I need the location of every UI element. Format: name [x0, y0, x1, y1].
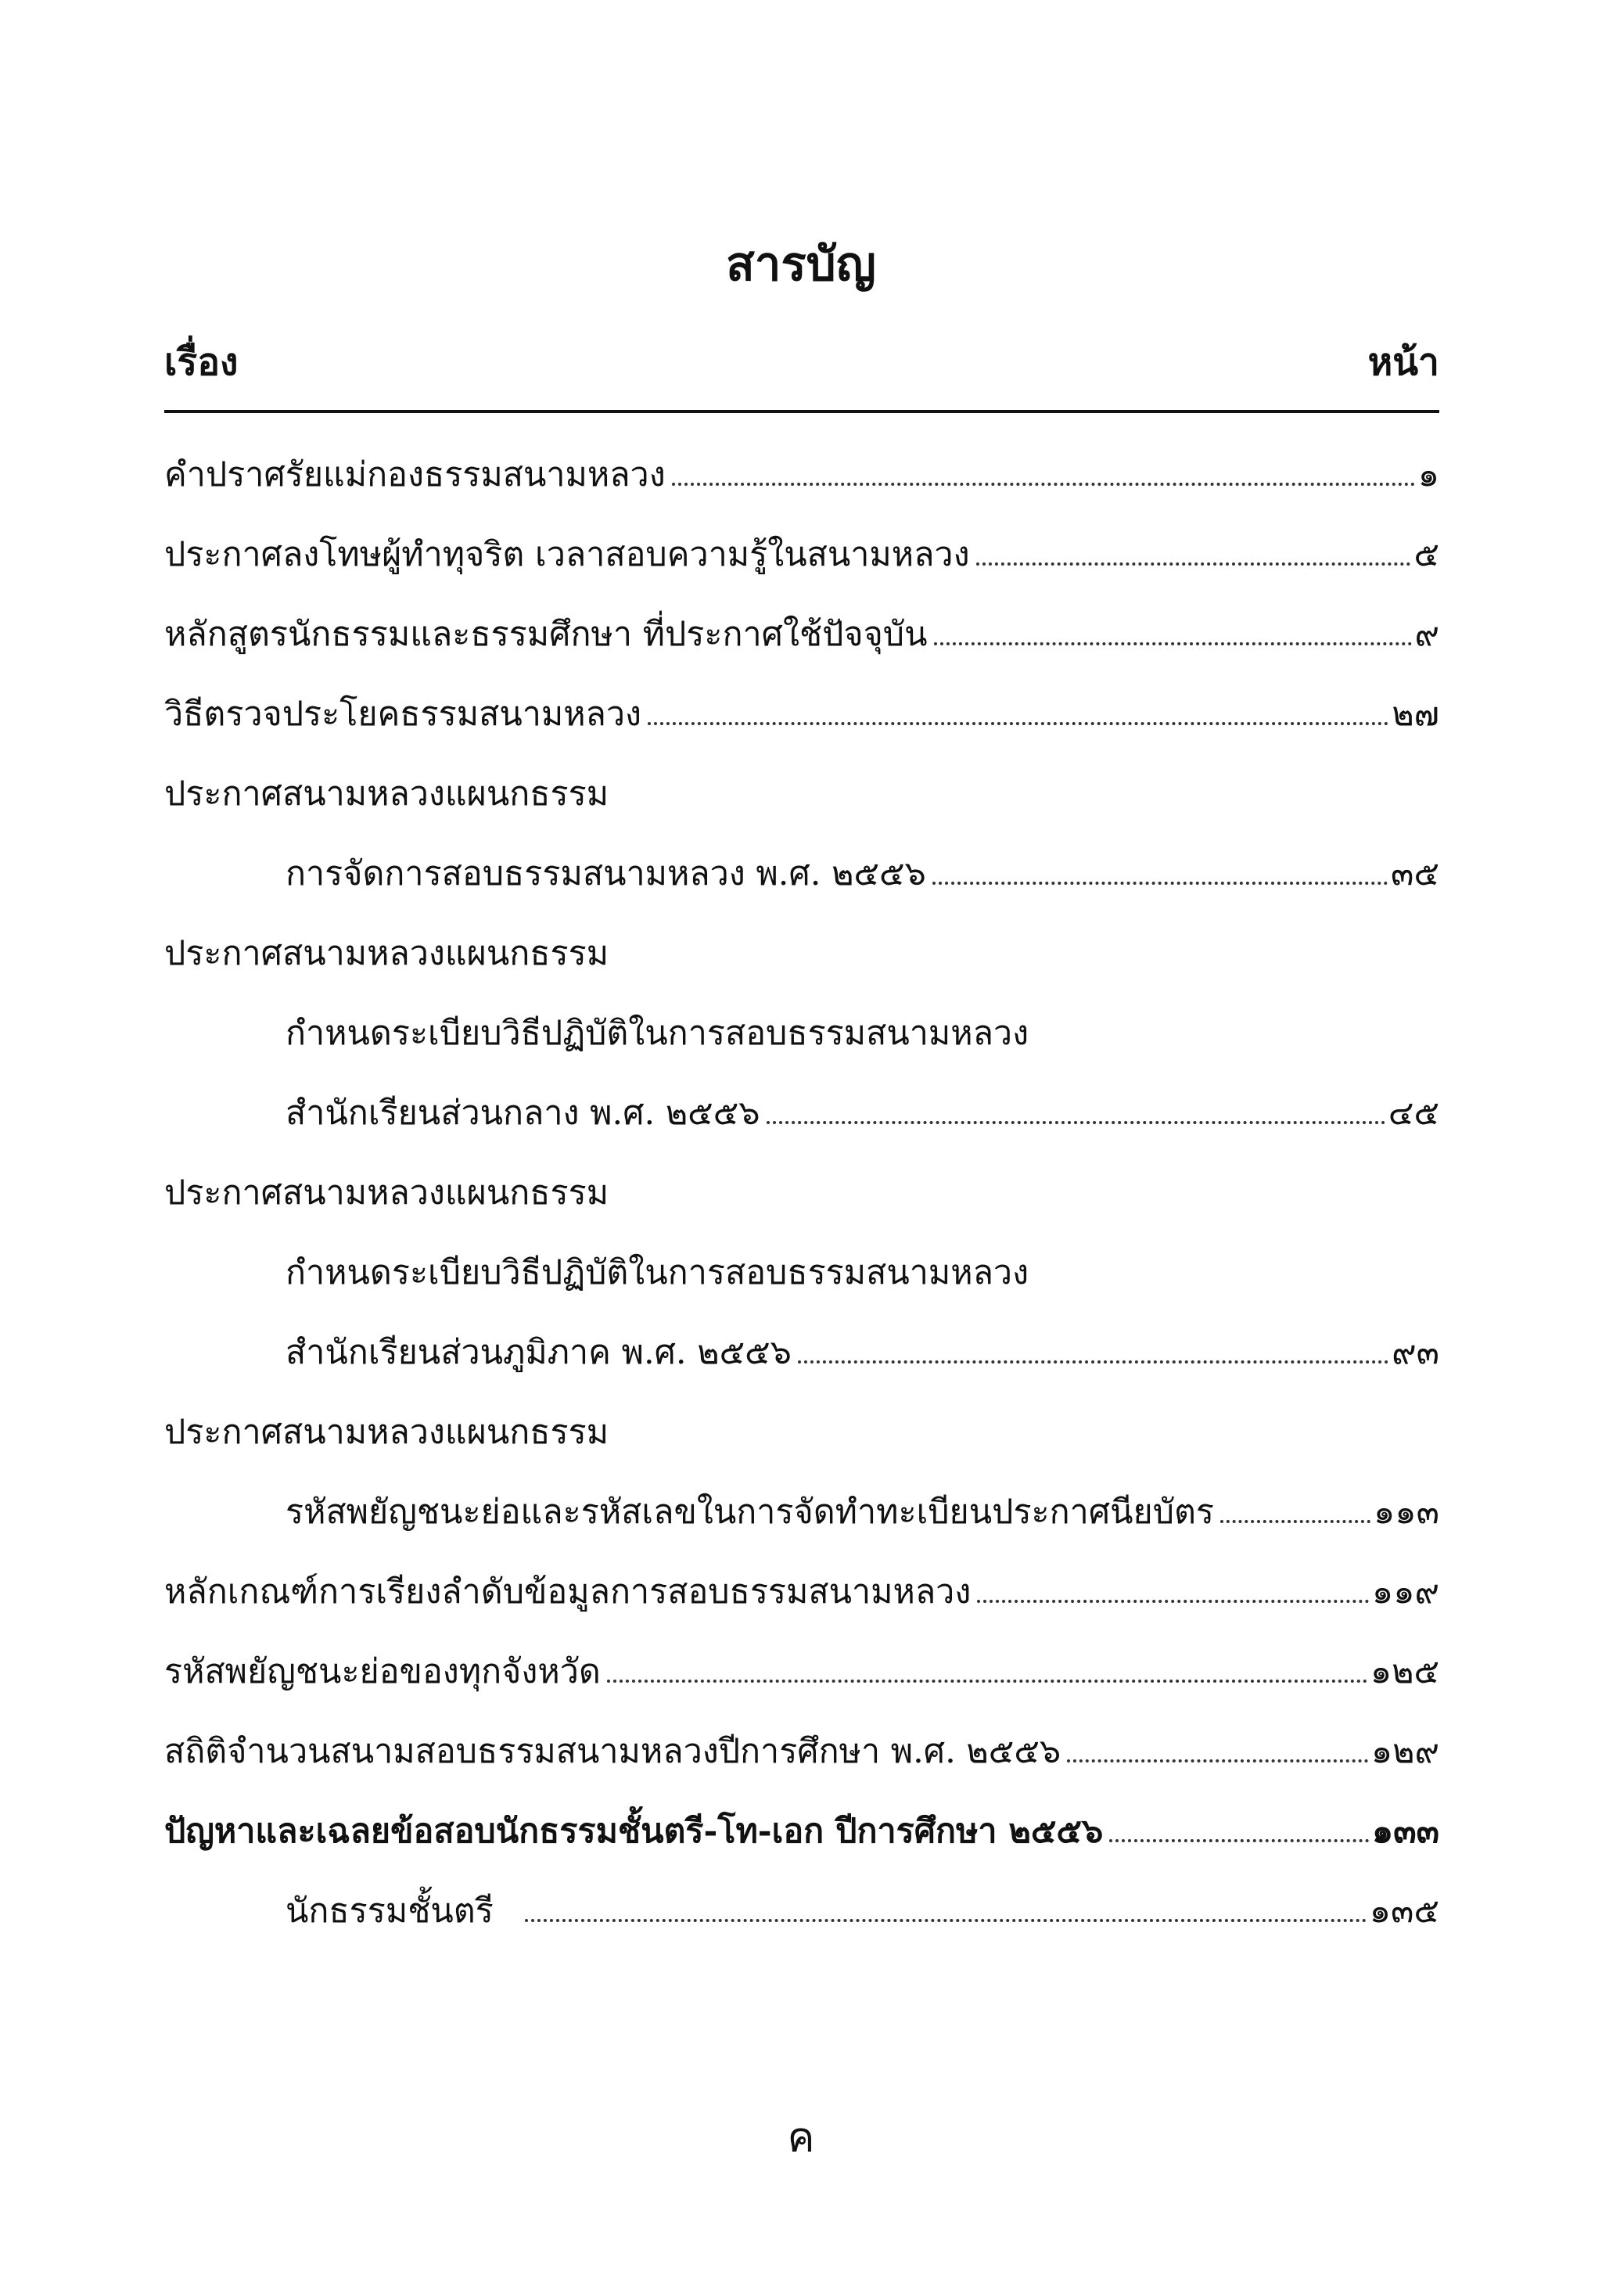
toc-entry: [164, 833, 1439, 913]
toc-entry: [164, 1631, 1439, 1711]
toc-entry: [164, 1392, 1439, 1471]
toc-entry-page: ๑๑๓: [1374, 1493, 1439, 1532]
toc-entry-label: หลักเกณฑ์การเรียงลำดับข้อมูลการสอบธรรมสนามหลวง: [164, 1572, 972, 1612]
header-subject: เรื่อง: [164, 340, 239, 384]
toc-entry-page: ๒๗: [1392, 695, 1439, 734]
toc-entry-label: คำปราศรัยแม่กองธรรมสนามหลวง: [164, 455, 666, 494]
toc-entry-page: ๑๓๓: [1371, 1812, 1439, 1851]
toc-entry: [164, 674, 1439, 753]
toc-entry-label: สำนักเรียนส่วนกลาง พ.ศ. ๒๕๕๖: [286, 1094, 760, 1133]
toc-entry-label: ประกาศสนามหลวงแผนกธรรม: [164, 1413, 609, 1452]
toc-entry-label: กำหนดระเบียบวิธีปฏิบัติในการสอบธรรมสนามหลวง: [286, 1014, 1029, 1053]
toc-entry: [164, 1073, 1439, 1152]
toc-entry-page: ๑๑๙: [1371, 1572, 1439, 1612]
toc-entry-page: ๑๒๕: [1370, 1652, 1439, 1691]
toc-entry: [164, 753, 1439, 833]
toc-entry-page: ๑๓๕: [1369, 1892, 1439, 1931]
dot-leader: [767, 1121, 1385, 1124]
toc-entry: [164, 594, 1439, 674]
toc-entry: [164, 1551, 1439, 1631]
toc-entry: [164, 993, 1439, 1073]
dot-leader: [976, 562, 1411, 566]
dot-leader: [1109, 1839, 1369, 1842]
toc-entry-label: ประกาศสนามหลวงแผนกธรรม: [164, 1173, 609, 1213]
dot-leader: [932, 882, 1388, 885]
toc-entry: [164, 1791, 1439, 1870]
toc-entry-page: ๓๕: [1391, 854, 1439, 893]
header-rule: [164, 410, 1439, 413]
toc-entry-page: ๔๕: [1388, 1094, 1439, 1133]
dot-leader: [525, 1919, 1367, 1922]
toc-entry-label: ประกาศสนามหลวงแผนกธรรม: [164, 774, 609, 814]
toc-entry-label: รหัสพยัญชนะย่อของทุกจังหวัด: [164, 1652, 601, 1691]
toc-entry-label: ประกาศลงโทษผู้ทำทุจริต เวลาสอบความรู้ในสนามหลวง: [164, 535, 970, 574]
toc-entry-page: ๙: [1414, 615, 1439, 654]
header-page: หน้า: [1367, 340, 1439, 384]
toc-entry-label: รหัสพยัญชนะย่อและรหัสเลขในการจัดทำทะเบียนประกาศนียบัตร: [286, 1493, 1215, 1532]
toc-entry-label: สำนักเรียนส่วนภูมิภาค พ.ศ. ๒๕๕๖: [286, 1333, 792, 1372]
toc-entry-label: ปัญหาและเฉลยข้อสอบนักธรรมชั้นตรี-โท-เอก ปีการศึกษา ๒๕๕๖: [164, 1812, 1104, 1851]
toc-entry-label: หลักสูตรนักธรรมและธรรมศึกษา ที่ประกาศใช้ปัจจุบัน: [164, 615, 928, 654]
dot-leader: [977, 1600, 1369, 1603]
toc-entry: [164, 1870, 1439, 1950]
toc-entry-page: ๑: [1417, 455, 1439, 494]
toc-entry-page: ๑๒๙: [1370, 1732, 1439, 1771]
toc-entry: [164, 1152, 1439, 1232]
toc-entry-page: ๕: [1413, 535, 1439, 574]
dot-leader: [934, 642, 1412, 645]
toc-entry: [164, 1471, 1439, 1551]
dot-leader: [607, 1680, 1367, 1683]
toc-header: [164, 332, 1439, 392]
toc-entry: [164, 434, 1439, 514]
dot-leader: [798, 1360, 1388, 1364]
toc-entry: [164, 1312, 1439, 1392]
toc-entry-page: ๙๓: [1392, 1333, 1439, 1372]
dot-leader: [648, 722, 1388, 725]
dot-leader: [1220, 1520, 1370, 1523]
page-title: สารบัญ: [726, 237, 876, 292]
toc-entry-label: วิธีตรวจประโยคธรรมสนามหลวง: [164, 695, 642, 734]
toc-entry-label: การจัดการสอบธรรมสนามหลวง พ.ศ. ๒๕๕๖: [286, 854, 926, 893]
toc-entry: [164, 1232, 1439, 1312]
dot-leader: [1067, 1759, 1368, 1762]
toc-entry: [164, 913, 1439, 993]
page-number-footer: ค: [787, 2115, 815, 2161]
toc-entry-label: กำหนดระเบียบวิธีปฏิบัติในการสอบธรรมสนามหลวง: [286, 1253, 1029, 1292]
toc-entry: [164, 514, 1439, 594]
toc-list: [164, 434, 1439, 1950]
toc-entry: [164, 1711, 1439, 1791]
toc-entry-label: ประกาศสนามหลวงแผนกธรรม: [164, 934, 609, 973]
dot-leader: [672, 483, 1415, 486]
toc-entry-label: สถิติจำนวนสนามสอบธรรมสนามหลวงปีการศึกษา พ.ศ. ๒๕๕๖: [164, 1732, 1061, 1771]
toc-entry-label: นักธรรมชั้นตรี: [286, 1892, 494, 1931]
